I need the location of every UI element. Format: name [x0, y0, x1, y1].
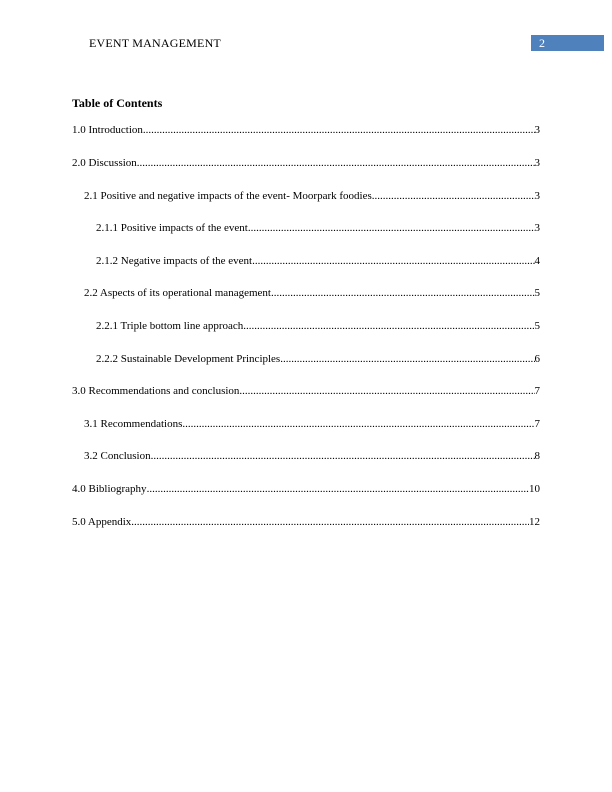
toc-dot-leader: [143, 124, 535, 137]
toc-dot-leader: [239, 385, 534, 398]
toc-heading: Table of Contents: [72, 96, 163, 110]
toc-dot-leader: [131, 516, 529, 529]
toc-entry-text: 5.0 Appendix: [72, 516, 132, 528]
toc-entry-page: 7: [534, 418, 540, 430]
toc-entry[interactable]: [72, 385, 540, 398]
toc-entry-page: 12: [529, 516, 540, 528]
toc-entry[interactable]: [72, 124, 540, 137]
toc-entry-page: 5: [534, 287, 540, 299]
toc-entry[interactable]: [84, 450, 540, 463]
toc-entry-text: 2.2.1 Triple bottom line approach: [96, 320, 244, 332]
toc-entry[interactable]: [96, 353, 540, 366]
toc-entry-text: 3.2 Conclusion: [84, 450, 151, 462]
toc-dot-leader: [243, 320, 534, 333]
toc-dot-leader: [137, 157, 535, 170]
toc-entry[interactable]: [72, 157, 540, 170]
toc-entry-text: 4.0 Bibliography: [72, 483, 147, 495]
toc-entry-text: 2.1.2 Negative impacts of the event: [96, 255, 253, 267]
toc-entry-page: 6: [534, 353, 540, 365]
toc-entry[interactable]: [84, 190, 540, 203]
toc-entry-page: 7: [534, 385, 540, 397]
toc-entry-page: 3: [534, 124, 540, 136]
toc-entry-page: 3: [534, 222, 540, 234]
toc-entry-text: 3.1 Recommendations: [84, 418, 183, 430]
toc-entry-text: 2.2 Aspects of its operational management: [84, 287, 271, 299]
toc-dot-leader: [182, 418, 534, 431]
toc-entry-text: 2.1 Positive and negative impacts of the event- Moorpark foodies: [84, 190, 372, 202]
toc-dot-leader: [147, 483, 529, 496]
toc-entry[interactable]: [84, 418, 540, 431]
toc-entry-text: 2.1.1 Positive impacts of the event: [96, 222, 248, 234]
page-number-badge: [531, 35, 604, 51]
toc-entry-page: 3: [534, 190, 540, 202]
toc-entry[interactable]: [84, 287, 540, 300]
toc-dot-leader: [248, 222, 535, 235]
toc-dot-leader: [151, 450, 535, 463]
toc-entry-text: 2.2.2 Sustainable Development Principles: [96, 353, 281, 365]
toc-entry-page: 4: [534, 255, 540, 267]
toc-entry[interactable]: [96, 255, 540, 268]
toc-entry[interactable]: [96, 320, 540, 333]
toc-entry-text: 3.0 Recommendations and conclusion: [72, 385, 240, 397]
page-number: 2: [539, 36, 545, 50]
toc-entry-page: 5: [534, 320, 540, 332]
toc-dot-leader: [372, 190, 535, 203]
toc-entry-page: 10: [529, 483, 540, 495]
toc-entry[interactable]: [72, 483, 540, 496]
toc-dot-leader: [252, 255, 534, 268]
toc-entry-text: 1.0 Introduction: [72, 124, 143, 136]
running-header-title: EVENT MANAGEMENT: [89, 36, 221, 50]
toc-entry-page: 3: [534, 157, 540, 169]
toc-dot-leader: [280, 353, 534, 366]
toc-entry-page: 8: [534, 450, 540, 462]
toc-entry[interactable]: [72, 516, 540, 529]
toc-entry-text: 2.0 Discussion: [72, 157, 137, 169]
toc-entry[interactable]: [96, 222, 540, 235]
toc-dot-leader: [271, 287, 535, 300]
